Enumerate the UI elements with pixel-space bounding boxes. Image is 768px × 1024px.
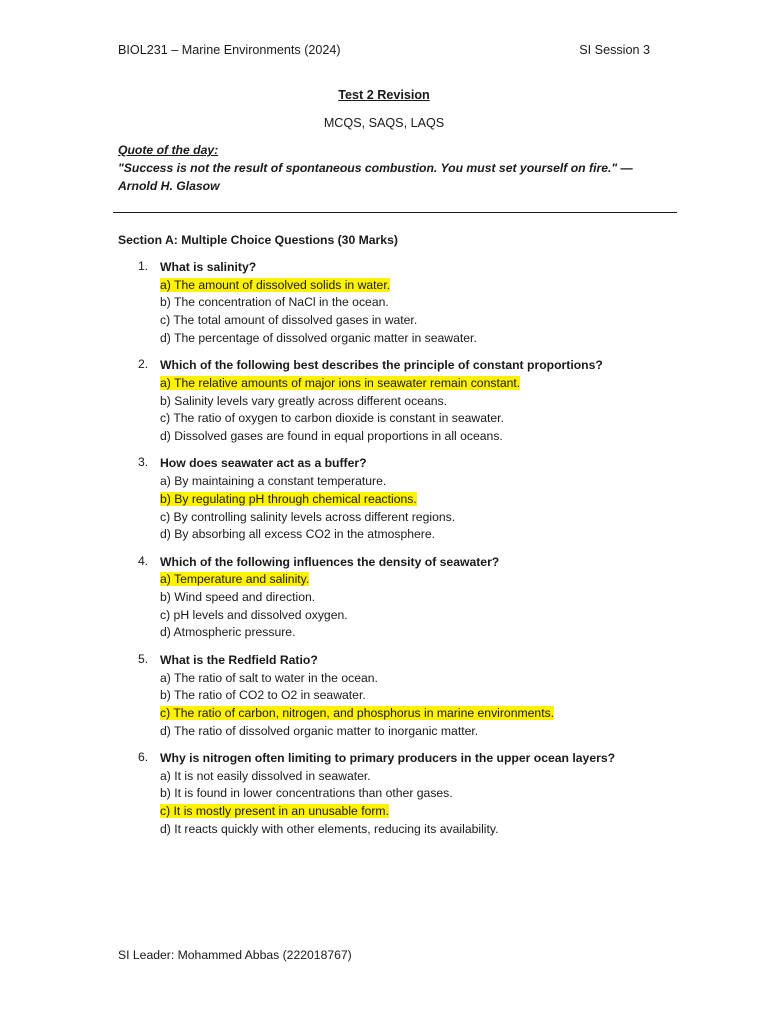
answer-text: a) It is not easily dissolved in seawater. — [160, 768, 371, 783]
highlighted-answer: a) The amount of dissolved solids in water. — [160, 277, 391, 292]
question-text: Why is nitrogen often limiting to primary producers in the upper ocean layers? — [160, 751, 616, 766]
highlighted-answer: c) The ratio of carbon, nitrogen, and phosphorus in marine environments. — [160, 705, 555, 720]
answer-option — [160, 526, 678, 544]
answer-option — [160, 785, 678, 803]
question-item — [118, 554, 678, 643]
answer-option — [160, 571, 678, 589]
answer-option — [160, 294, 678, 312]
answer-text: c) The ratio of oxygen to carbon dioxide is constant in seawater. — [160, 411, 504, 426]
answer-option — [160, 589, 678, 607]
answer-text: d) It reacts quickly with other elements, reducing its availability. — [160, 821, 499, 836]
section-title: Section A: Multiple Choice Questions (30 Marks) — [118, 233, 398, 247]
session-label: SI Session 3 — [579, 43, 650, 57]
answer-text: b) Wind speed and direction. — [160, 590, 316, 605]
question-item — [118, 652, 678, 741]
answer-text: a) The ratio of salt to water in the ocean. — [160, 670, 378, 685]
highlighted-answer: b) By regulating pH through chemical reactions. — [160, 491, 417, 506]
answer-option — [160, 410, 678, 428]
highlighted-answer: a) The relative amounts of major ions in seawater remain constant. — [160, 375, 521, 390]
answer-text: b) The ratio of CO2 to O2 in seawater. — [160, 688, 366, 703]
question-item — [118, 357, 678, 446]
answer-option — [160, 312, 678, 330]
question-item — [118, 455, 678, 544]
answer-option — [160, 607, 678, 625]
answer-text: d) Dissolved gases are found in equal proportions in all oceans. — [160, 429, 503, 444]
page-header — [118, 43, 650, 57]
answer-text: a) By maintaining a constant temperature. — [160, 474, 387, 489]
answer-text: c) pH levels and dissolved oxygen. — [160, 607, 348, 622]
answer-option — [160, 375, 678, 393]
question-number: 6. — [138, 750, 149, 765]
question-text: Which of the following best describes the principle of constant proportions? — [160, 358, 603, 373]
answer-option — [160, 509, 678, 527]
answer-text: b) Salinity levels vary greatly across different oceans. — [160, 393, 447, 408]
horizontal-divider — [113, 212, 677, 213]
question-text: Which of the following influences the density of seawater? — [160, 554, 500, 569]
answer-option — [160, 723, 678, 741]
question-text: What is salinity? — [160, 260, 257, 274]
question-text: What is the Redfield Ratio? — [160, 652, 318, 667]
answer-text: d) Atmospheric pressure. — [160, 625, 296, 640]
question-number: 1. — [138, 259, 149, 273]
question-number: 3. — [138, 455, 149, 470]
quote-text: "Success is not the result of spontaneous combustion. You must set yourself on fire." — Arnold H. Glasow — [118, 161, 633, 193]
answer-option — [160, 670, 678, 688]
answer-option — [160, 624, 678, 642]
answer-text: d) The ratio of dissolved organic matter to inorganic matter. — [160, 723, 479, 738]
answer-option — [160, 768, 678, 786]
highlighted-answer: c) It is mostly present in an unusable form. — [160, 804, 389, 819]
quote-label: Quote of the day: — [118, 143, 219, 157]
answer-text: b) The concentration of NaCl in the ocean. — [160, 295, 389, 310]
question-item — [118, 750, 678, 839]
answer-text: d) By absorbing all excess CO2 in the atmosphere. — [160, 527, 436, 542]
highlighted-answer: a) Temperature and salinity. — [160, 572, 310, 587]
answer-option — [160, 473, 678, 491]
document-title: Test 2 Revision — [338, 88, 430, 102]
course-title: BIOL231 – Marine Environments (2024) — [118, 43, 341, 57]
answer-option — [160, 393, 678, 411]
answer-text: c) By controlling salinity levels across different regions. — [160, 509, 456, 524]
question-item — [118, 259, 678, 348]
answer-option — [160, 803, 678, 821]
answer-option — [160, 491, 678, 509]
question-list — [118, 259, 678, 848]
answer-option — [160, 705, 678, 723]
answer-text: b) It is found in lower concentrations than other gases. — [160, 786, 453, 801]
question-number: 5. — [138, 651, 149, 666]
question-number: 2. — [138, 357, 149, 372]
answer-option — [160, 428, 678, 446]
question-text: How does seawater act as a buffer? — [160, 456, 367, 471]
page-footer: SI Leader: Mohammed Abbas (222018767) — [118, 948, 352, 962]
answer-text: d) The percentage of dissolved organic matter in seawater. — [160, 330, 477, 345]
question-number: 4. — [138, 553, 149, 568]
answer-text: c) The total amount of dissolved gases in water. — [160, 313, 418, 328]
document-subtitle: MCQS, SAQS, LAQS — [323, 116, 445, 130]
answer-option — [160, 277, 678, 295]
answer-option — [160, 687, 678, 705]
answer-option — [160, 821, 678, 839]
answer-option — [160, 330, 678, 348]
